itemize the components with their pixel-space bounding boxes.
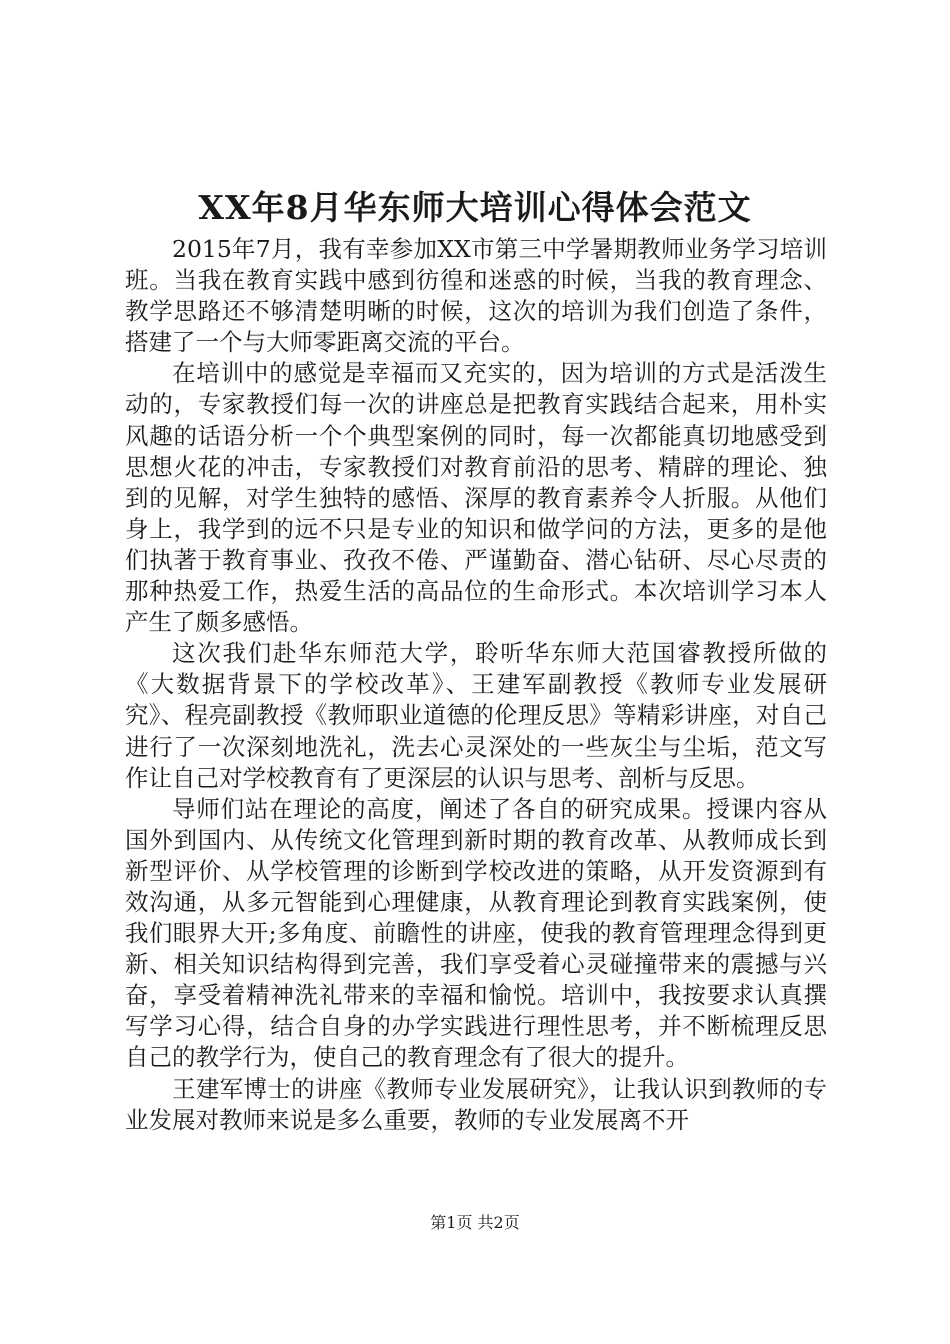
document-body bbox=[125, 234, 827, 1136]
paragraph-5: 王建军博士的讲座《教师专业发展研究》，让我认识到教师的专业发展对教师来说是多么重要，教师的专业发展离不开 bbox=[125, 1074, 827, 1134]
paragraph-2: 在培训中的感觉是幸福而又充实的，因为培训的方式是活泼生动的，专家教授们每一次的讲座总是把教育实践结合起来，用朴实风趣的话语分析一个个典型案例的同时，每一次都能真切地感受到思想火花的冲击，专家教授们对教育前沿的思考、精辟的理论、独到的见解，对学生独特的感悟、深厚的教育素养令人折服。从他们身上，我学到的远不只是专业的知识和做学问的方法，更多的是他们执著于教育事业、孜孜不倦、严谨勤奋、潜心钻研、尽心尽责的那种热爱工作，热爱生活的高品位的生命形式。本次培训学习本人产生了颇多感悟。 bbox=[125, 359, 827, 637]
paragraph-3: 这次我们赴华东师范大学，聆听华东师大范国睿教授所做的《大数据背景下的学校改革》、王建军副教授《教师专业发展研究》、程亮副教授《教师职业道德的伦理反思》等精彩讲座，对自己进行了一次深刻地洗礼，洗去心灵深处的一些灰尘与尘垢，范文写作让自己对学校教育有了更深层的认识与思考、剖析与反思。 bbox=[125, 639, 827, 792]
document-title: XX年8月华东师大培训心得体会范文 bbox=[198, 188, 752, 227]
paragraph-1: 2015年7月，我有幸参加XX市第三中学暑期教师业务学习培训班。当我在教育实践中感到彷徨和迷惑的时候，当我的教育理念、教学思路还不够清楚明晰的时候，这次的培训为我们创造了条件，搭建了一个与大师零距离交流的平台。 bbox=[125, 235, 827, 357]
page-footer: 第1页 共2页 bbox=[430, 1213, 520, 1232]
paragraph-4: 导师们站在理论的高度，阐述了各自的研究成果。授课内容从国外到国内、从传统文化管理到新时期的教育改革、从教师成长到新型评价、从学校管理的诊断到学校改进的策略，从开发资源到有效沟通，从多元智能到心理健康，从教育理论到教育实践案例，使我们眼界大开;多角度、前瞻性的讲座，使我的教育管理理念得到更新、相关知识结构得到完善，我们享受着心灵碰撞带来的震撼与兴奋，享受着精神洗礼带来的幸福和愉悦。培训中，我按要求认真撰写学习心得，结合自身的办学实践进行理性思考，并不断梳理反思自己的教学行为，使自己的教育理念有了很大的提升。 bbox=[125, 794, 827, 1072]
